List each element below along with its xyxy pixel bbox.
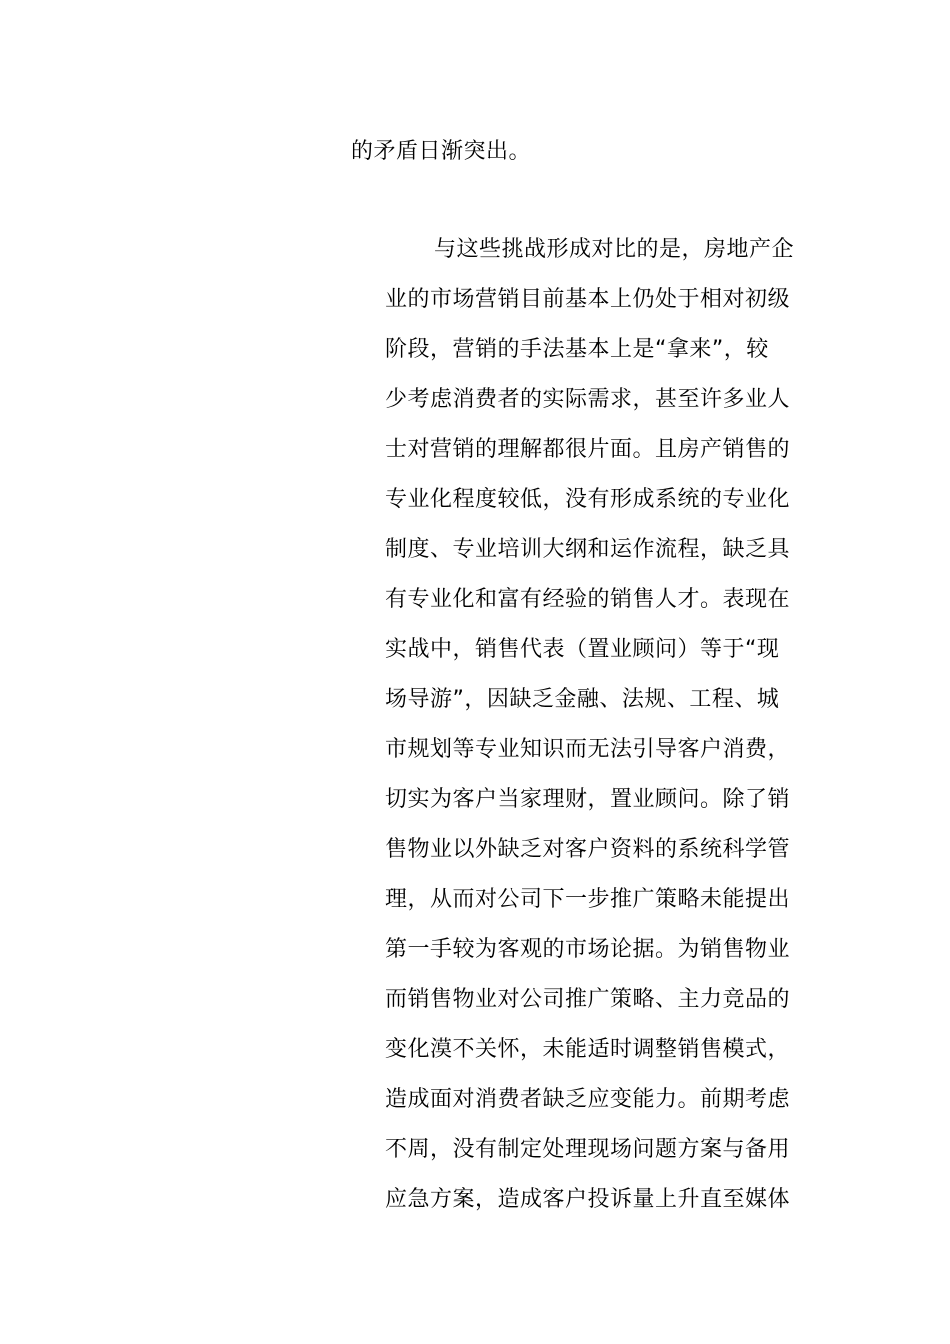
paragraph-line: 专业化程度较低，没有形成系统的专业化 <box>385 487 791 512</box>
paragraph-line: 与这些挑战形成对比的是，房地产企 <box>434 237 795 262</box>
paragraph-line: 售物业以外缺乏对客户资料的系统科学管 <box>385 837 791 862</box>
paragraph-line: 理，从而对公司下一步推广策略未能提出 <box>385 887 791 912</box>
paragraph-line: 应急方案，造成客户投诉量上升直至媒体 <box>385 1187 791 1212</box>
paragraph-line: 市规划等专业知识而无法引导客户消费， <box>385 737 791 762</box>
paragraph-line: 第一手较为客观的市场论据。为销售物业 <box>385 937 791 962</box>
paragraph-line: 少考虑消费者的实际需求，甚至许多业人 <box>385 387 791 412</box>
paragraph-line: 制度、专业培训大纲和运作流程，缺乏具 <box>385 537 791 562</box>
paragraph-line: 不周，没有制定处理现场问题方案与备用 <box>385 1137 791 1162</box>
paragraph-line: 场导游”，因缺乏金融、法规、工程、城 <box>385 687 780 712</box>
paragraph-line: 造成面对消费者缺乏应变能力。前期考虑 <box>385 1087 791 1112</box>
paragraph-line: 有专业化和富有经验的销售人才。表现在 <box>385 587 791 612</box>
carryover-text-line: 的矛盾日渐突出。 <box>351 139 532 164</box>
paragraph-line: 而销售物业对公司推广策略、主力竞品的 <box>385 987 791 1012</box>
paragraph-line: 士对营销的理解都很片面。且房产销售的 <box>385 437 791 462</box>
paragraph-line: 切实为客户当家理财，置业顾问。除了销 <box>385 787 791 812</box>
paragraph-line: 变化漠不关怀，未能适时调整销售模式， <box>385 1037 791 1062</box>
paragraph-line: 实战中，销售代表（置业顾问）等于“现 <box>385 637 780 662</box>
paragraph-line: 阶段，营销的手法基本上是“拿来”，较 <box>385 337 769 362</box>
paragraph-line: 业的市场营销目前基本上仍处于相对初级 <box>385 287 791 312</box>
